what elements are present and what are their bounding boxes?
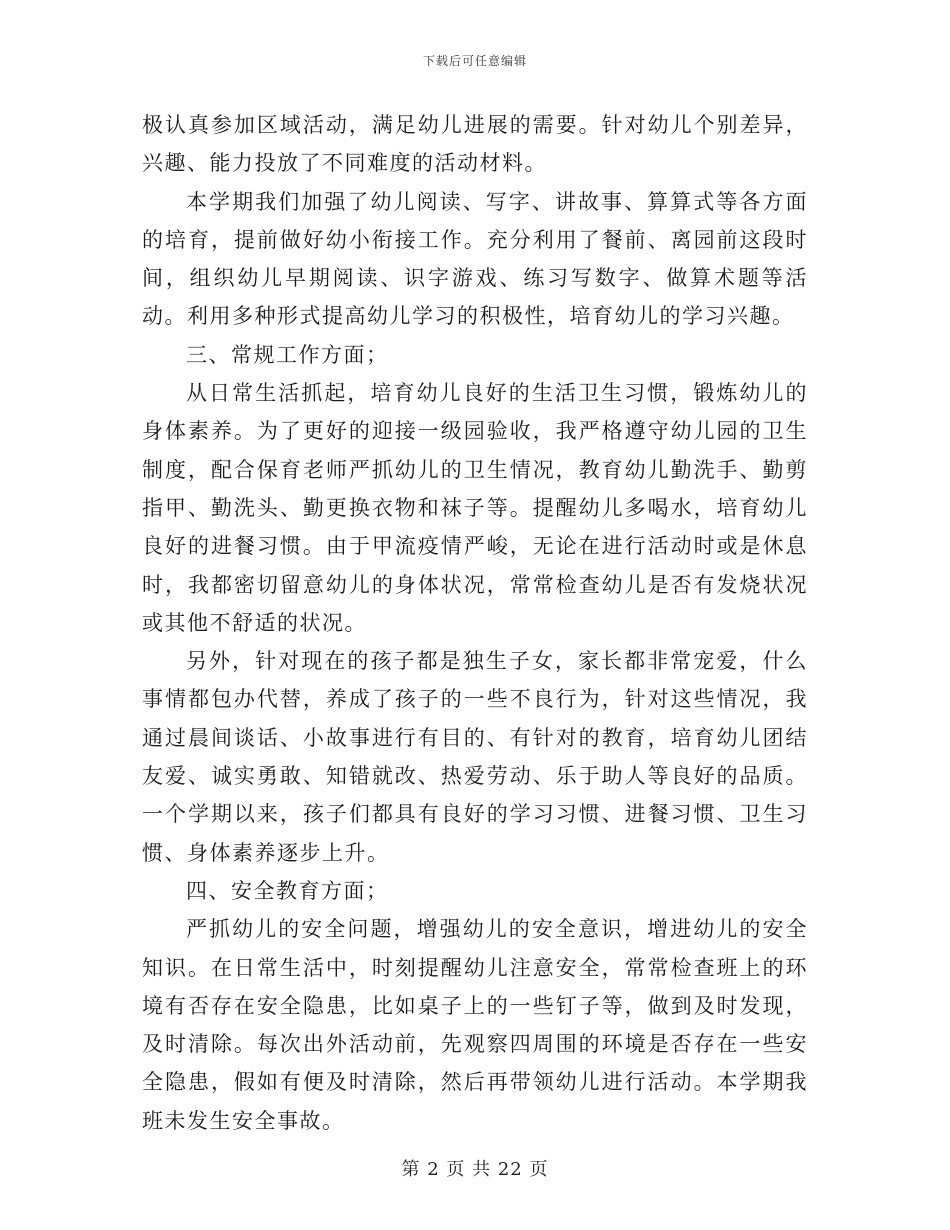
- section-heading-4: 四、安全教育方面；: [186, 878, 389, 903]
- paragraph-1: 极认真参加区域活动，满足幼儿进展的需要。针对幼儿个别差异，兴趣、能力投放了不同难度的活动材料。: [142, 113, 808, 176]
- paragraph-4: 从日常生活抓起，培育幼儿良好的生活卫生习惯，锻炼幼儿的身体素养。为了更好的迎接一级园验收，我严格遵守幼儿园的卫生制度，配合保育老师严抓幼儿的卫生情况，教育幼儿勤洗手、勤剪指甲、勤洗头、勤更换衣物和袜子等。提醒幼儿多喝水，培育幼儿良好的进餐习惯。由于甲流疫情严峻，无论在进行活动时或是休息时，我都密切留意幼儿的身体状况，常常检查幼儿是否有发烧状况或其他不舒适的状况。: [142, 381, 808, 635]
- section-heading-3: 三、常规工作方面；: [186, 342, 389, 367]
- page-header: 下载后可任意编辑: [422, 54, 527, 68]
- paragraph-5: 另外，针对现在的孩子都是独生子女，家长都非常宠爱，什么事情都包办代替，养成了孩子的一些不良行为，针对这些情况，我通过晨间谈话、小故事进行有目的、有针对的教育，培育幼儿团结友爱、诚实勇敢、知错就改、热爱劳动、乐于助人等良好的品质。一个学期以来，孩子们都具有良好的学习习惯、进餐习惯、卫生习惯、身体素养逐步上升。: [142, 649, 808, 865]
- paragraph-7: 严抓幼儿的安全问题，增强幼儿的安全意识，增进幼儿的安全知识。在日常生活中，时刻提醒幼儿注意安全，常常检查班上的环境有否存在安全隐患，比如桌子上的一些钉子等，做到及时发现，及时清除。每次出外活动前，先观察四周围的环境是否存在一些安全隐患，假如有便及时清除，然后再带领幼儿进行活动。本学期我班未发生安全事故。: [142, 917, 808, 1133]
- document-body: [142, 106, 808, 1140]
- paragraph-2: 本学期我们加强了幼儿阅读、写字、讲故事、算算式等各方面的培育，提前做好幼小衔接工作。充分利用了餐前、离园前这段时间，组织幼儿早期阅读、识字游戏、练习写数字、做算术题等活动。利用多种形式提高幼儿学习的积极性，培育幼儿的学习兴趣。: [142, 189, 808, 329]
- page-number-footer: 第 2 页 共 22 页: [401, 1159, 549, 1180]
